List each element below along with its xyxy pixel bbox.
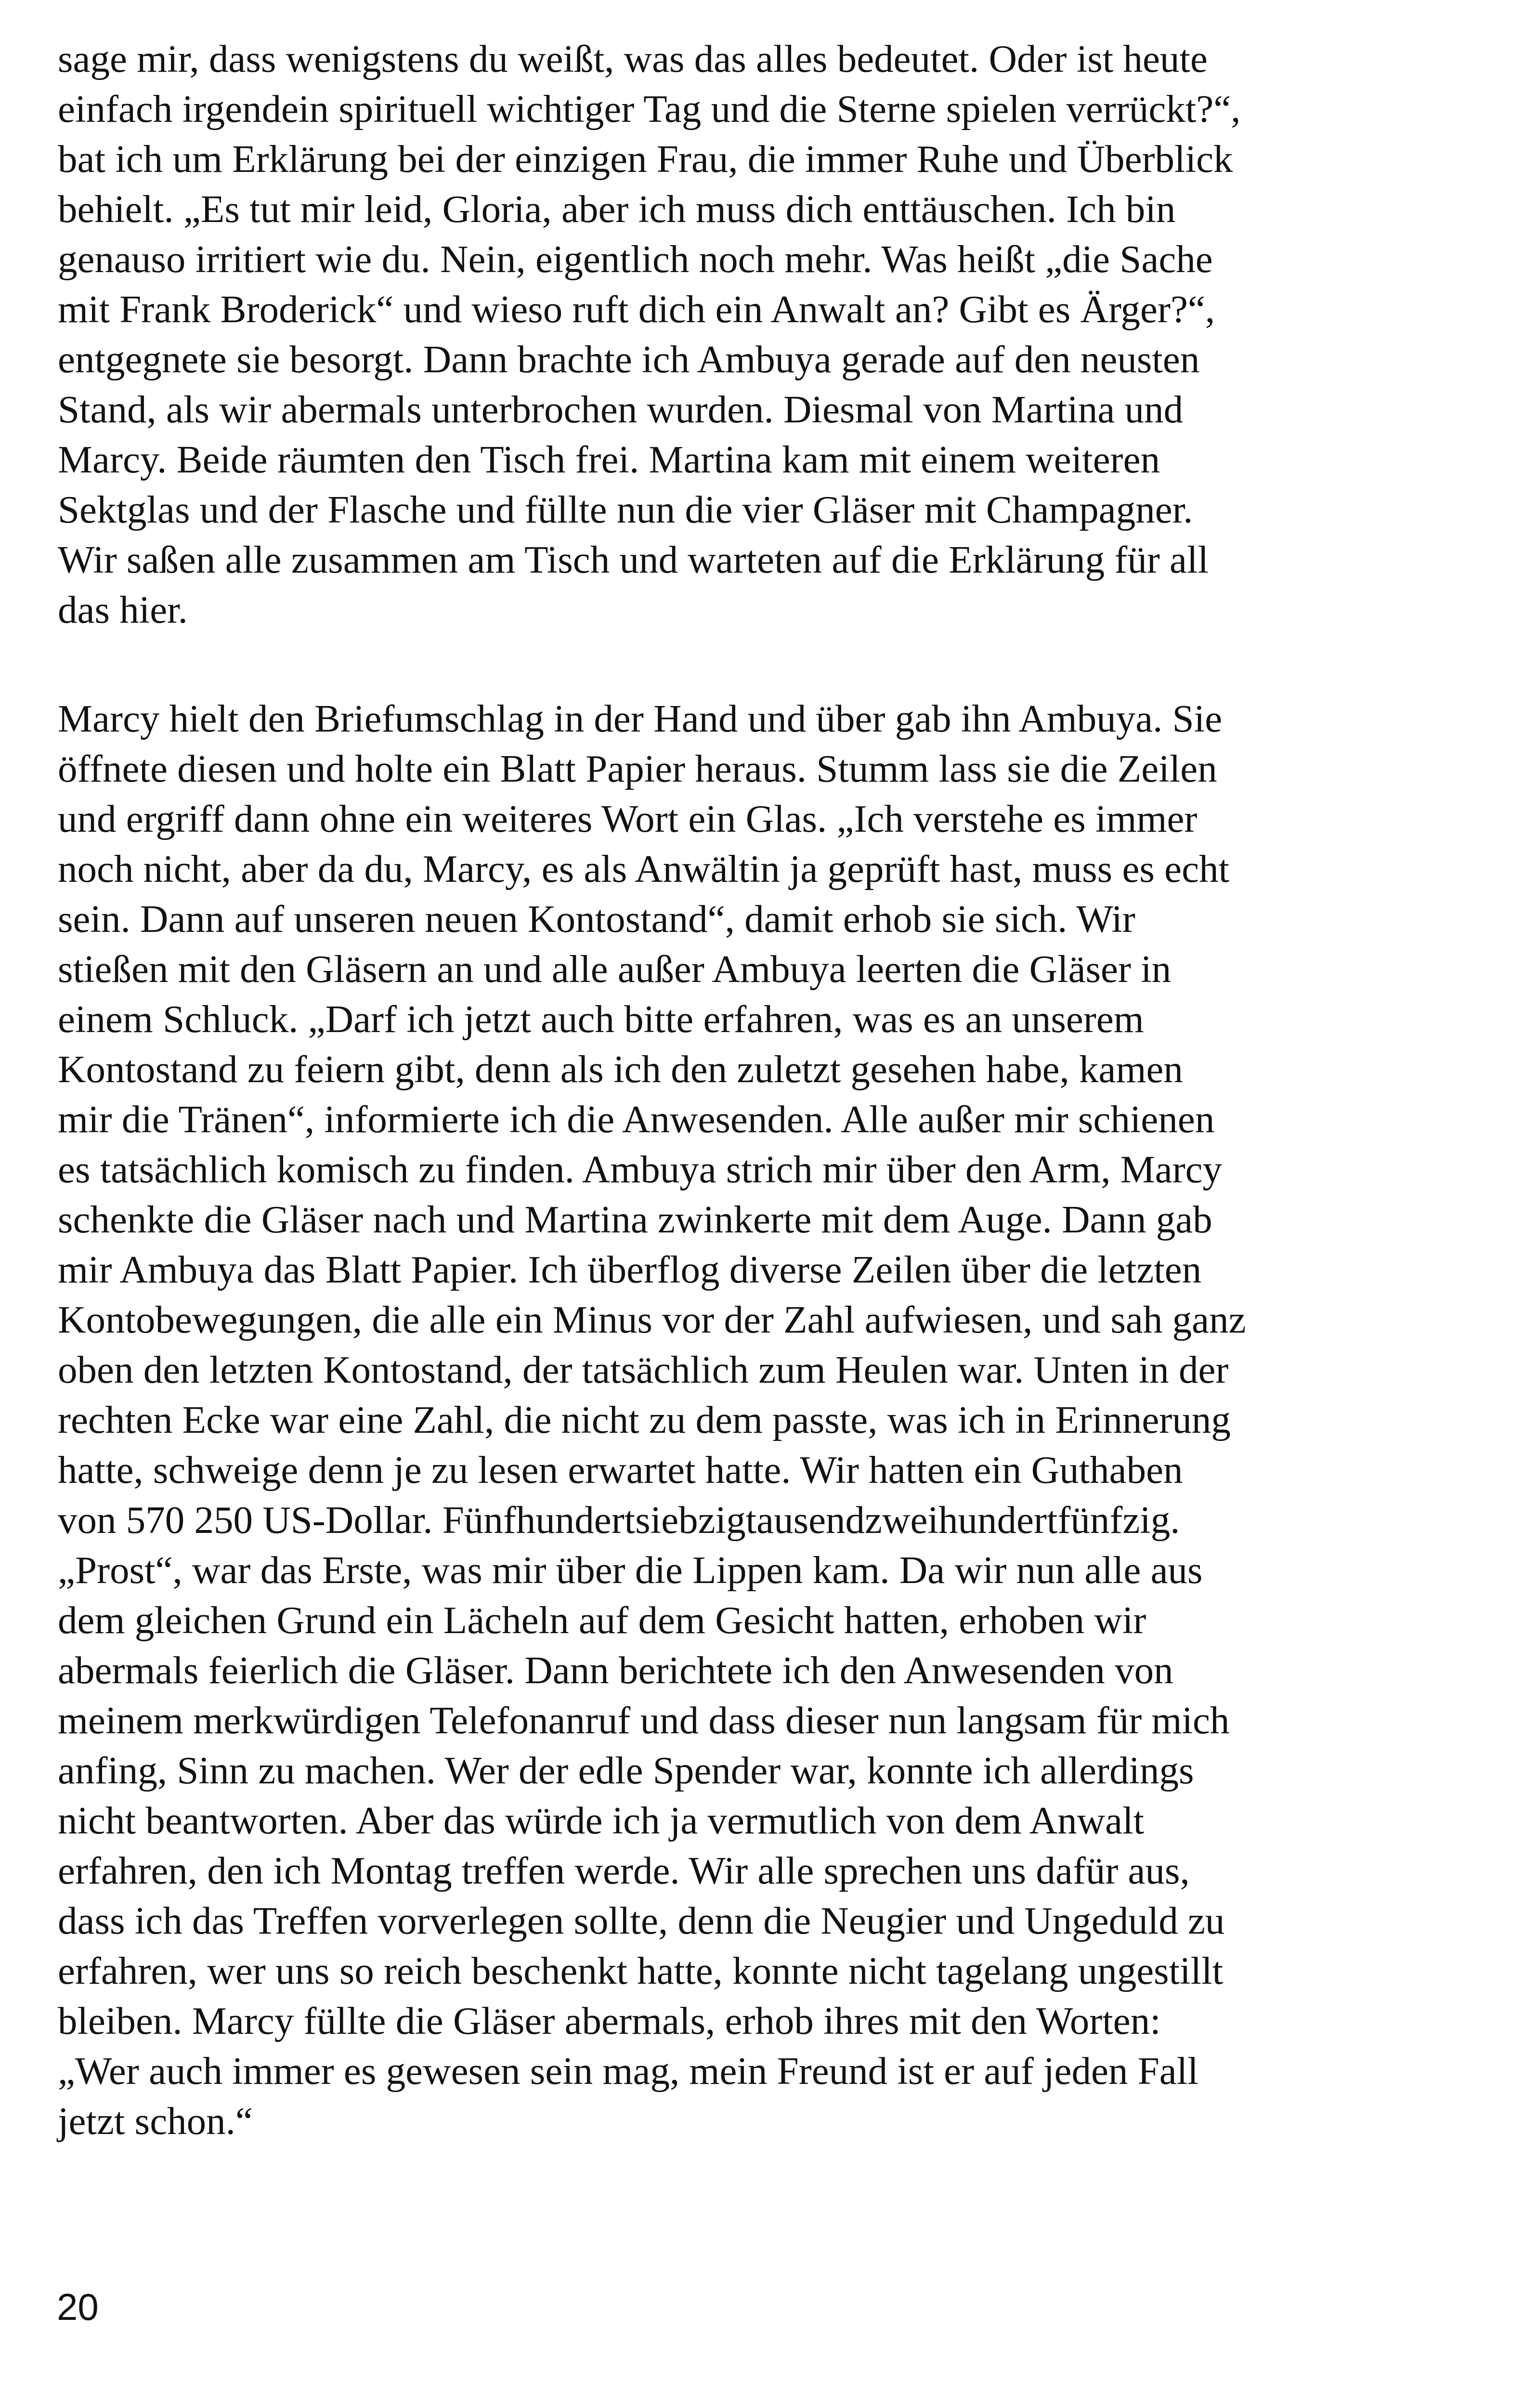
text-line: Wir saßen alle zusammen am Tisch und warteten auf die Erklärung für all <box>58 538 1209 581</box>
text-line: mir die Tränen“, informierte ich die Anwesenden. Alle außer mir schienen <box>58 1098 1215 1141</box>
text-line: es tatsächlich komisch zu finden. Ambuya strich mir über den Arm, Marcy <box>58 1148 1223 1191</box>
text-line: Sektglas und der Flasche und füllte nun die vier Gläser mit Champagner. <box>58 488 1193 531</box>
text-line: öffnete diesen und holte ein Blatt Papier heraus. Stumm lass sie die Zeilen <box>58 747 1217 790</box>
text-line: Marcy. Beide räumten den Tisch frei. Martina kam mit einem weiteren <box>58 438 1160 481</box>
text-line: hatte, schweige denn je zu lesen erwartet hatte. Wir hatten ein Guthaben <box>58 1448 1183 1492</box>
text-line: erfahren, den ich Montag treffen werde. Wir alle sprechen uns dafür aus, <box>58 1849 1190 1892</box>
text-line: abermals feierlich die Gläser. Dann berichtete ich den Anwesenden von <box>58 1649 1173 1692</box>
paragraph-2 <box>58 694 1392 2146</box>
text-line: jetzt schon.“ <box>58 2099 253 2143</box>
text-line: bleiben. Marcy füllte die Gläser abermals, erhob ihres mit den Worten: <box>58 1999 1161 2042</box>
text-line: einem Schluck. „Darf ich jetzt auch bitte erfahren, was es an unserem <box>58 997 1144 1041</box>
text-line: mit Frank Broderick“ und wieso ruft dich ein Anwalt an? Gibt es Ärger?“, <box>58 288 1215 331</box>
paragraph-1 <box>58 34 1392 635</box>
text-line: Kontobewegungen, die alle ein Minus vor der Zahl aufwiesen, und sah ganz <box>58 1298 1246 1341</box>
text-line: und ergriff dann ohne ein weiteres Wort ein Glas. „Ich verstehe es immer <box>58 797 1198 840</box>
text-line: behielt. „Es tut mir leid, Gloria, aber ich muss dich enttäuschen. Ich bin <box>58 187 1176 231</box>
text-line: Marcy hielt den Briefumschlag in der Hand und über gab ihn Ambuya. Sie <box>58 697 1223 740</box>
text-line: einfach irgendein spirituell wichtiger Tag und die Sterne spielen verrückt?“, <box>58 87 1241 131</box>
text-line: stießen mit den Gläsern an und alle außer Ambuya leerten die Gläser in <box>58 947 1172 991</box>
text-line: dem gleichen Grund ein Lächeln auf dem Gesicht hatten, erhoben wir <box>58 1598 1146 1642</box>
text-line: „Wer auch immer es gewesen sein mag, mein Freund ist er auf jeden Fall <box>58 2049 1198 2093</box>
text-line: rechten Ecke war eine Zahl, die nicht zu dem passte, was ich in Erinnerung <box>58 1398 1231 1441</box>
text-line: genauso irritiert wie du. Nein, eigentlich noch mehr. Was heißt „die Sache <box>58 237 1213 281</box>
text-line: von 570 250 US-Dollar. Fünfhundertsiebzigtausendzweihundertfünfzig. <box>58 1498 1180 1542</box>
text-line: sein. Dann auf unseren neuen Kontostand“, damit erhob sie sich. Wir <box>58 897 1135 941</box>
text-line: noch nicht, aber da du, Marcy, es als Anwältin ja geprüft hast, muss es echt <box>58 847 1230 890</box>
text-line: mir Ambuya das Blatt Papier. Ich überflog diverse Zeilen über die letzten <box>58 1248 1202 1291</box>
text-line: „Prost“, war das Erste, was mir über die Lippen kam. Da wir nun alle aus <box>58 1548 1203 1592</box>
text-line: bat ich um Erklärung bei der einzigen Frau, die immer Ruhe und Überblick <box>58 137 1233 181</box>
text-line: schenkte die Gläser nach und Martina zwinkerte mit dem Auge. Dann gab <box>58 1198 1212 1241</box>
text-line: meinem merkwürdigen Telefonanruf und dass dieser nun langsam für mich <box>58 1699 1230 1742</box>
text-line: nicht beantworten. Aber das würde ich ja vermutlich von dem Anwalt <box>58 1799 1145 1842</box>
text-line: sage mir, dass wenigstens du weißt, was das alles bedeutet. Oder ist heute <box>58 37 1208 80</box>
text-line: erfahren, wer uns so reich beschenkt hatte, konnte nicht tagelang ungestillt <box>58 1949 1224 1992</box>
page-number: 20 <box>57 2286 99 2328</box>
text-line: entgegnete sie besorgt. Dann brachte ich Ambuya gerade auf den neusten <box>58 338 1200 381</box>
text-line: anfing, Sinn zu machen. Wer der edle Spender war, konnte ich allerdings <box>58 1749 1194 1792</box>
text-line: Stand, als wir abermals unterbrochen wurden. Diesmal von Martina und <box>58 388 1184 431</box>
text-line: dass ich das Treffen vorverlegen sollte, denn die Neugier und Ungeduld zu <box>58 1899 1225 1942</box>
text-line: oben den letzten Kontostand, der tatsächlich zum Heulen war. Unten in der <box>58 1348 1229 1391</box>
text-line: Kontostand zu feiern gibt, denn als ich den zuletzt gesehen habe, kamen <box>58 1047 1183 1091</box>
text-line: das hier. <box>58 588 188 631</box>
